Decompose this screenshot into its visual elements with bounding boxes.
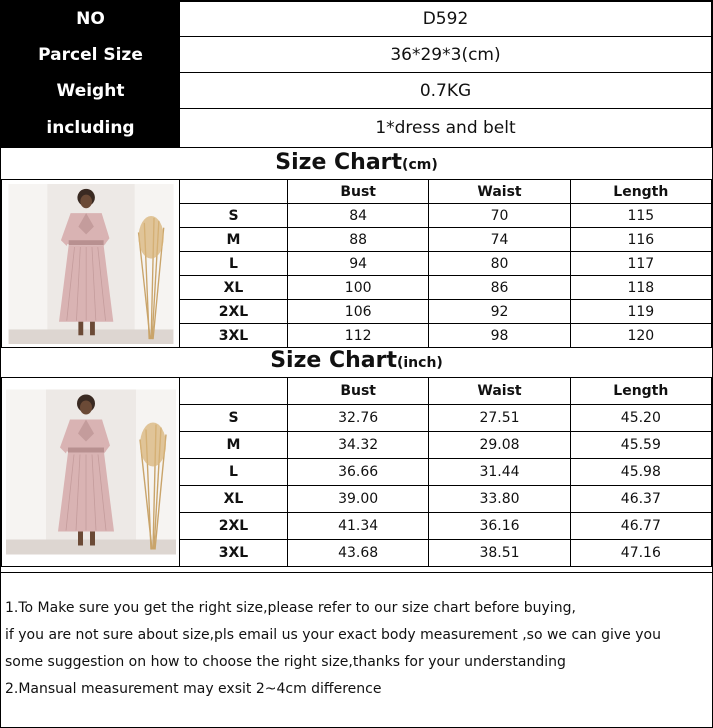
cm-chart-title [1, 148, 712, 180]
waist-cell: 27.51 [429, 405, 570, 432]
length-cell: 118 [570, 276, 711, 300]
waist-cell: 70 [429, 204, 570, 228]
cm-size-table [1, 179, 712, 348]
size-table-header-row [2, 180, 712, 204]
waist-cell: 33.80 [429, 486, 570, 513]
model-photo [6, 379, 176, 565]
waist-cell: 92 [429, 300, 570, 324]
info-label: NO [2, 2, 180, 37]
waist-cell: 38.51 [429, 540, 570, 567]
bust-cell: 88 [288, 228, 429, 252]
info-value: D592 [180, 2, 712, 37]
size-cell: XL [180, 276, 288, 300]
bust-cell: 84 [288, 204, 429, 228]
bust-cell: 39.00 [288, 486, 429, 513]
note-line: 1.To Make sure you get the right size,please refer to our size chart before buying, [5, 600, 576, 616]
length-cell: 120 [570, 324, 711, 348]
size-cell: L [180, 459, 288, 486]
cm-chart-unit: (cm) [402, 157, 438, 173]
size-cell: 2XL [180, 300, 288, 324]
length-cell: 45.98 [570, 459, 711, 486]
column-header: Length [570, 378, 711, 405]
inch-size-table [1, 377, 712, 567]
bust-cell: 100 [288, 276, 429, 300]
size-cell: M [180, 432, 288, 459]
size-cell: M [180, 228, 288, 252]
note-line: some suggestion on how to choose the right size,thanks for your understanding [5, 654, 566, 670]
bust-cell: 32.76 [288, 405, 429, 432]
length-cell: 46.77 [570, 513, 711, 540]
info-label: Parcel Size [2, 37, 180, 73]
length-cell: 47.16 [570, 540, 711, 567]
model-photo-cell [2, 180, 180, 348]
size-table-header-row [2, 378, 712, 405]
model-photo-cell [2, 378, 180, 567]
size-cell: 2XL [180, 513, 288, 540]
length-cell: 115 [570, 204, 711, 228]
waist-cell: 98 [429, 324, 570, 348]
size-cell: S [180, 204, 288, 228]
info-label: including [2, 109, 180, 148]
sizing-notes [1, 572, 712, 727]
length-cell: 116 [570, 228, 711, 252]
column-header: Bust [288, 378, 429, 405]
info-value: 1*dress and belt [180, 109, 712, 148]
bust-cell: 112 [288, 324, 429, 348]
bust-cell: 94 [288, 252, 429, 276]
inch-chart-unit: (inch) [396, 355, 443, 371]
waist-cell: 80 [429, 252, 570, 276]
waist-cell: 29.08 [429, 432, 570, 459]
size-cell: L [180, 252, 288, 276]
size-cell: XL [180, 486, 288, 513]
waist-cell: 74 [429, 228, 570, 252]
info-row-no [2, 2, 712, 37]
model-photo [6, 184, 176, 344]
info-row-including [2, 109, 712, 148]
size-cell: 3XL [180, 540, 288, 567]
inch-chart-title [1, 346, 712, 378]
waist-cell: 36.16 [429, 513, 570, 540]
product-info-table [1, 1, 712, 148]
column-header: Bust [288, 180, 429, 204]
waist-cell: 86 [429, 276, 570, 300]
info-value: 36*29*3(cm) [180, 37, 712, 73]
waist-cell: 31.44 [429, 459, 570, 486]
info-row-weight [2, 73, 712, 109]
length-cell: 45.20 [570, 405, 711, 432]
length-cell: 119 [570, 300, 711, 324]
note-line: 2.Mansual measurement may exsit 2~4cm difference [5, 681, 382, 697]
column-header: Waist [429, 378, 570, 405]
info-value: 0.7KG [180, 73, 712, 109]
column-header: Length [570, 180, 711, 204]
length-cell: 46.37 [570, 486, 711, 513]
size-header-blank [180, 180, 288, 204]
column-header: Waist [429, 180, 570, 204]
size-cell: S [180, 405, 288, 432]
length-cell: 45.59 [570, 432, 711, 459]
length-cell: 117 [570, 252, 711, 276]
info-row-parcel-size [2, 37, 712, 73]
inch-chart-title-text: Size Chart [270, 348, 397, 373]
bust-cell: 34.32 [288, 432, 429, 459]
size-cell: 3XL [180, 324, 288, 348]
size-header-blank [180, 378, 288, 405]
bust-cell: 43.68 [288, 540, 429, 567]
bust-cell: 106 [288, 300, 429, 324]
bust-cell: 36.66 [288, 459, 429, 486]
info-label: Weight [2, 73, 180, 109]
note-line: if you are not sure about size,pls email us your exact body measurement ,so we can give you [5, 627, 661, 643]
bust-cell: 41.34 [288, 513, 429, 540]
cm-chart-title-text: Size Chart [275, 150, 403, 175]
